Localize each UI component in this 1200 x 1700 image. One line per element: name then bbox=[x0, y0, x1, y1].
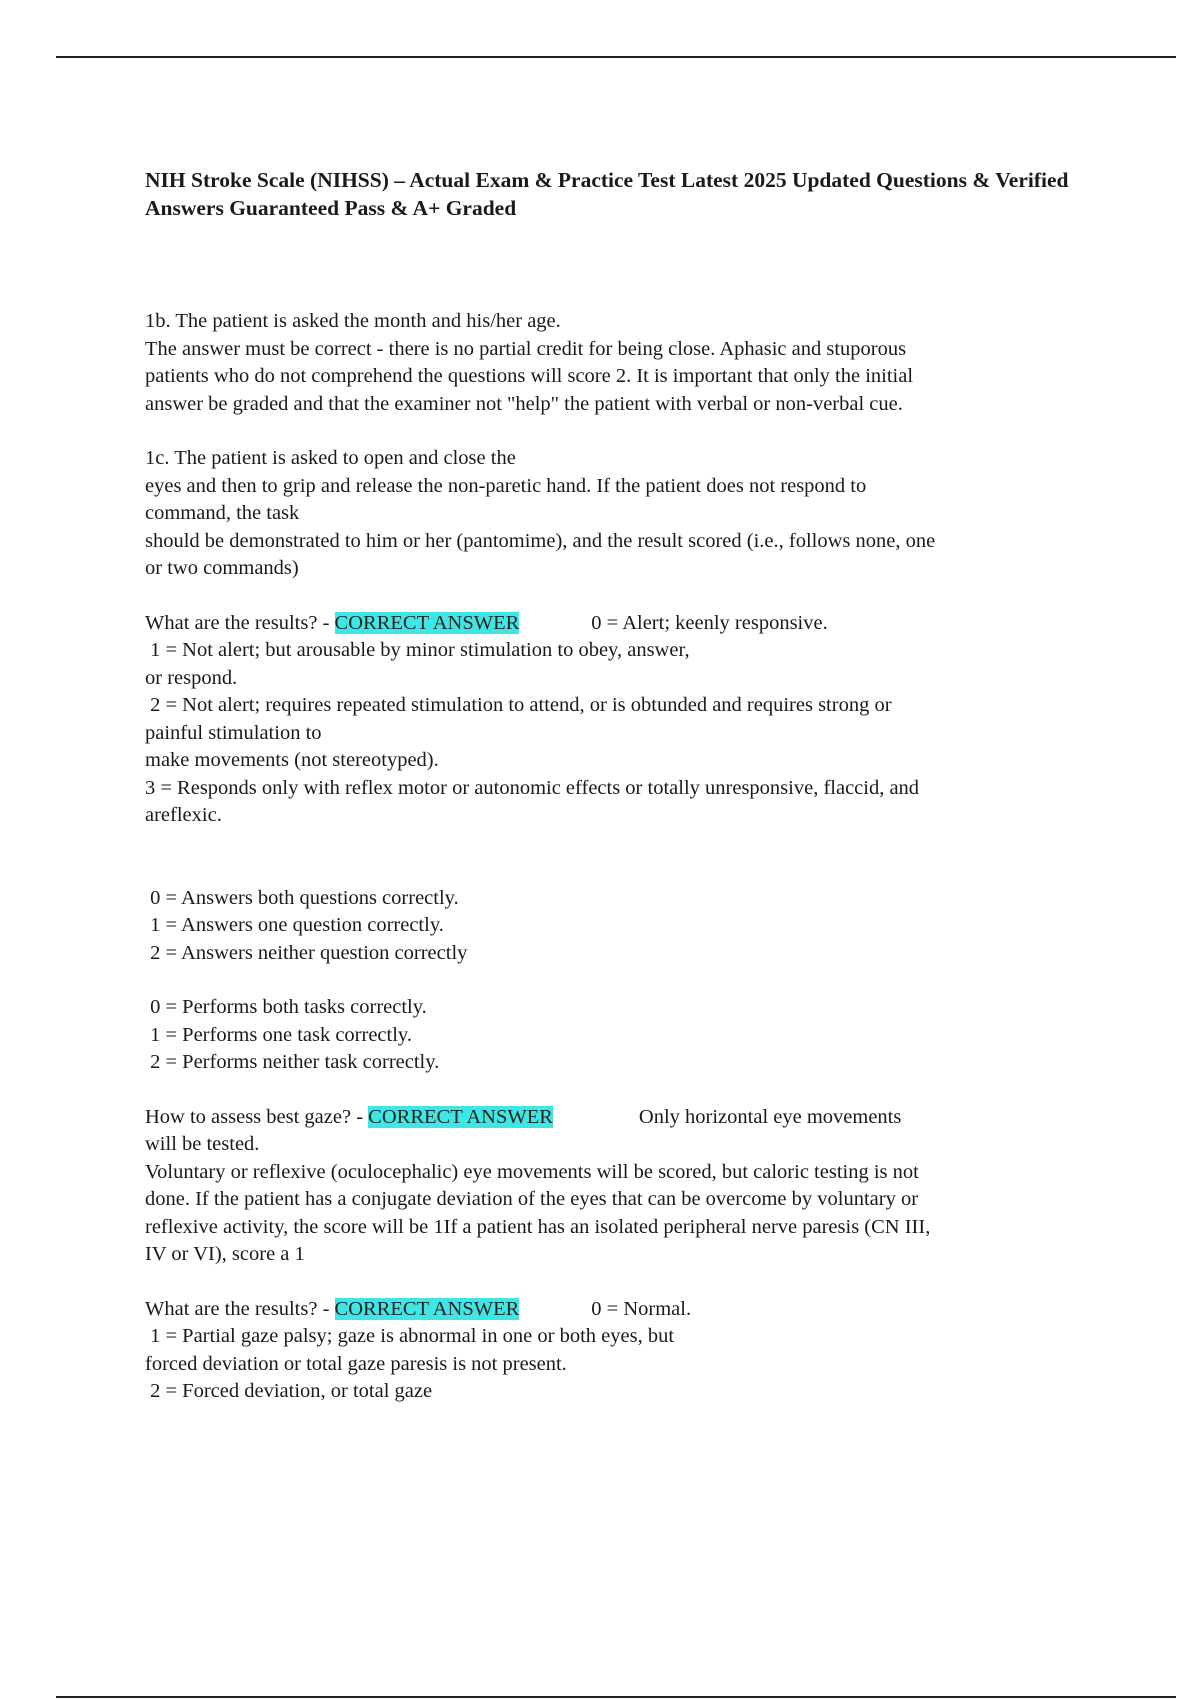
text-line: reflexive activity, the score will be 1If a patient has an isolated peripheral nerve paresis (CN III, bbox=[145, 1215, 931, 1238]
question-line bbox=[145, 1104, 1085, 1132]
qa-best-gaze bbox=[145, 1104, 1085, 1269]
paragraph-1c bbox=[145, 445, 1085, 583]
text-line: should be demonstrated to him or her (pantomime), and the result scored (i.e., follows none, one bbox=[145, 529, 936, 552]
text-line: patients who do not comprehend the questions will score 2. It is important that only the initial bbox=[145, 365, 914, 387]
text-line: areflexic. bbox=[145, 804, 222, 826]
text-line: 0 = Performs both tasks correctly. bbox=[145, 996, 427, 1018]
text-line: Voluntary or reflexive (oculocephalic) eye movements will be scored, but caloric testing is not bbox=[145, 1160, 919, 1183]
text-line: eyes and then to grip and release the non-paretic hand. If the patient does not respond to bbox=[145, 474, 867, 497]
text-line: 2 = Not alert; requires repeated stimulation to attend, or is obtunded and requires strong or bbox=[145, 694, 892, 716]
bottom-rule bbox=[56, 1696, 1176, 1698]
answer-text: Only horizontal eye movements bbox=[638, 1105, 902, 1128]
text-line: 0 = Answers both questions correctly. bbox=[145, 886, 459, 909]
text-line: 3 = Responds only with reflex motor or autonomic effects or totally unresponsive, flaccid, and bbox=[145, 776, 920, 799]
qa-results-consciousness bbox=[145, 610, 1085, 830]
answers-questions-scale bbox=[145, 885, 1085, 968]
document-body bbox=[145, 308, 1085, 1406]
text-line: 1b. The patient is asked the month and his/her age. bbox=[145, 310, 561, 332]
question-line bbox=[145, 610, 1085, 638]
paragraph-1b bbox=[145, 308, 1085, 418]
text-line: make movements (not stereotyped). bbox=[145, 749, 439, 771]
answer-text: 0 = Normal. bbox=[591, 1297, 692, 1320]
question-text: What are the results? - bbox=[145, 611, 335, 634]
text-line: or two commands) bbox=[145, 557, 299, 579]
text-line: answer be graded and that the examiner not "help" the patient with verbal or non-verbal cue. bbox=[145, 392, 903, 415]
text-line: command, the task bbox=[145, 502, 300, 524]
spacer bbox=[145, 418, 1085, 445]
text-line: 2 = Performs neither task correctly. bbox=[145, 1051, 440, 1073]
spacer bbox=[145, 1269, 1085, 1296]
correct-answer-marker: CORRECT ANSWER bbox=[368, 1105, 553, 1128]
text-line: 2 = Forced deviation, or total gaze bbox=[145, 1380, 433, 1402]
text-line: 1 = Partial gaze palsy; gaze is abnormal in one or both eyes, but bbox=[145, 1325, 675, 1347]
performs-tasks-scale bbox=[145, 994, 1085, 1077]
spacer bbox=[145, 967, 1085, 994]
text-line: 1c. The patient is asked to open and close the bbox=[145, 447, 516, 469]
text-line: 1 = Not alert; but arousable by minor stimulation to obey, answer, bbox=[145, 639, 690, 661]
text-line: or respond. bbox=[145, 666, 238, 689]
text-line: IV or VI), score a 1 bbox=[145, 1243, 305, 1265]
text-line: The answer must be correct - there is no partial credit for being close. Aphasic and stuporous bbox=[145, 337, 907, 360]
spacer bbox=[145, 830, 1085, 885]
question-text: What are the results? - bbox=[145, 1297, 335, 1320]
text-line: forced deviation or total gaze paresis is not present. bbox=[145, 1352, 567, 1375]
text-line: 2 = Answers neither question correctly bbox=[145, 941, 468, 964]
document-title: NIH Stroke Scale (NIHSS) – Actual Exam & Practice Test Latest 2025 Updated Questions & Verified Answers Guaranteed Pass & A+ Graded bbox=[145, 168, 1069, 220]
correct-answer-marker: CORRECT ANSWER bbox=[334, 1297, 520, 1320]
text-line: 1 = Performs one task correctly. bbox=[145, 1023, 412, 1046]
question-text: How to assess best gaze? - bbox=[145, 1105, 369, 1128]
text-line: will be tested. bbox=[145, 1133, 260, 1155]
text-line: done. If the patient has a conjugate deviation of the eyes that can be overcome by voluntary or bbox=[145, 1188, 919, 1210]
correct-answer-marker: CORRECT ANSWER bbox=[334, 611, 520, 634]
text-line: 1 = Answers one question correctly. bbox=[145, 914, 444, 936]
qa-results-gaze bbox=[145, 1296, 1085, 1406]
spacer bbox=[145, 1077, 1085, 1104]
answer-text: 0 = Alert; keenly responsive. bbox=[591, 611, 828, 634]
text-line: painful stimulation to bbox=[145, 721, 322, 744]
spacer bbox=[145, 583, 1085, 610]
top-rule bbox=[56, 56, 1176, 58]
question-line bbox=[145, 1296, 1085, 1324]
